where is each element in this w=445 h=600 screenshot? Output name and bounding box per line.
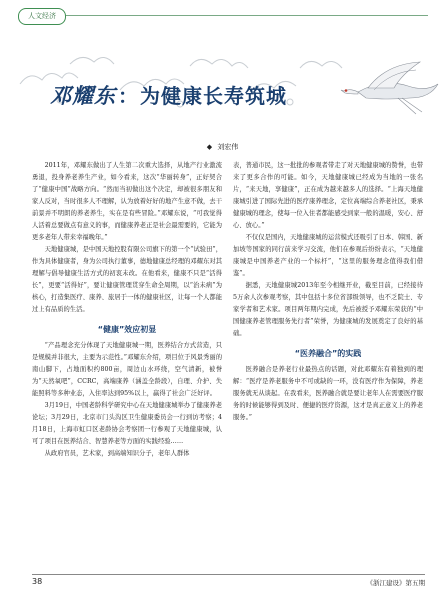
right-column	[233, 160, 423, 424]
author-byline	[0, 142, 445, 152]
paragraph: 不仅仅是国内，天地健康城的运营模式还吸引了日本、韩国、新加坡等国家的同行前来学习交流，他们在参观后纷纷表示，“天地健康城是中国养老产业的一个标杆”，“这里的服务理念值得我们借鉴”。	[233, 234, 423, 277]
paragraph: 2011年，邓耀东做出了人生第二次重大选择，从地产行业激流勇退，投身养老养生产业，如今看来，这次“华丽转身”，正好契合了“健康中国”战略方向。“然而当初做出这个决定，却被很多朋友和家人反对，当时很多人不理解，认为放着好好的地产生意不做，去干前景并不明朗的养老养生，实在是有些冒险。”邓耀东说，“可我觉得人活着总要做点有意义的事，而健康养老正是社会最需要的，它能为更多老年人带来幸福晚年。”	[32, 162, 222, 241]
article-title	[50, 80, 287, 110]
title-person-name: 邓耀东	[50, 84, 116, 108]
column-tag: 人文经济	[18, 8, 66, 25]
paragraph: “产品理念充分体现了天地健康城一期，医养结合方式营造，只是规模并非很大，主要为示范性。”邓耀东介绍，项目位于风景秀丽的南山脚下，占地面积约800亩，周边山水环绕，空气清新，被誉为“天然氧吧”，CCRC，高端康养（涵盖全龄段），自理、介护、失能照料等多种业态，入住率达到95%以上，赢得了社会广泛好评。	[32, 342, 222, 397]
header-rule	[66, 15, 428, 16]
title-subject: 为健康长寿筑城	[140, 84, 287, 108]
paragraph: 天地健康城，是中国天地控股有限公司旗下的第一个“试验田”，作为具体健康者，身为公司执行董事，德地健康总经理的邓耀东对其理解与倡导健康生活方式的初衷未改。在他看来，健康不只是“活得长”，更要“活得好”，要让健康管理贯穿生命全周期，以“治未病”为核心，打造集医疗、康养、旅居于一体的健康社区，让每一个人都能过上有品质的生活。	[32, 246, 222, 313]
left-column	[32, 160, 222, 460]
diamond-icon: ◆	[206, 143, 213, 151]
issue-info: 《浙江建设》第五期	[366, 579, 425, 587]
author-name: 刘宏伟	[217, 143, 239, 151]
section-heading: “医养融合”的实践	[294, 349, 362, 358]
section-heading: “健康”效应初显	[97, 325, 157, 334]
paragraph: 从政府官员，艺术家，到高端知识分子，老年人群体	[44, 450, 190, 457]
paragraph: 3月19日，中国老龄科学研究中心在天地健康城举办了健康养老论坛；3月29日，北京市门头沟区卫生健康委员会一行到访考察；4月18日，上海市虹口区老龄协会考察团一行参观了天地健康城，认可了项目在医养结合、智慧养老等方面的实践经验……	[32, 402, 222, 445]
paragraph: 据悉，天地健康城2013年至今相继开业，截至目前，已经接待5万余人次参观考察，其中包括十多位省部级领导，也不乏院士、专家学者和艺术家。项目两年期内完成，先后被授予邓耀东荣获的“中国健康养老管理服务先行者”荣誉，为健康城的发展奠定了良好的基础。	[233, 282, 423, 337]
crane-illustration-icon	[338, 58, 442, 118]
title-colon: ：	[118, 84, 138, 108]
page-number: 38	[32, 577, 43, 586]
paragraph: 医养融合是养老行业最热点的话题，对此邓耀东有着独到的理解：“医疗是养老服务中不可或缺的一环，没有医疗作为保障，养老服务就无从谈起。在我看来，医养融合就是要让老年人在需要医疗服务的时候能够得到及时、便捷的医疗资源，这才是真正意义上的养老服务。”	[233, 366, 423, 421]
footer-rule	[32, 574, 425, 575]
paragraph: 表，普通市民，这一批批的参观者带走了对天地健康城的赞誉，也带来了更多合作的可能。如今，天地健康城已经成为当地的一张名片，“来天地，享健康”，正在成为越来越多人的选择。“上海天地健康城引进了国际先进的医疗康养理念，定位高端综合养老社区，秉承健康城的理念，使每一位入住者都能感受到家一般的温暖，安心、舒心、放心。”	[233, 162, 423, 229]
page-footer	[0, 577, 445, 591]
